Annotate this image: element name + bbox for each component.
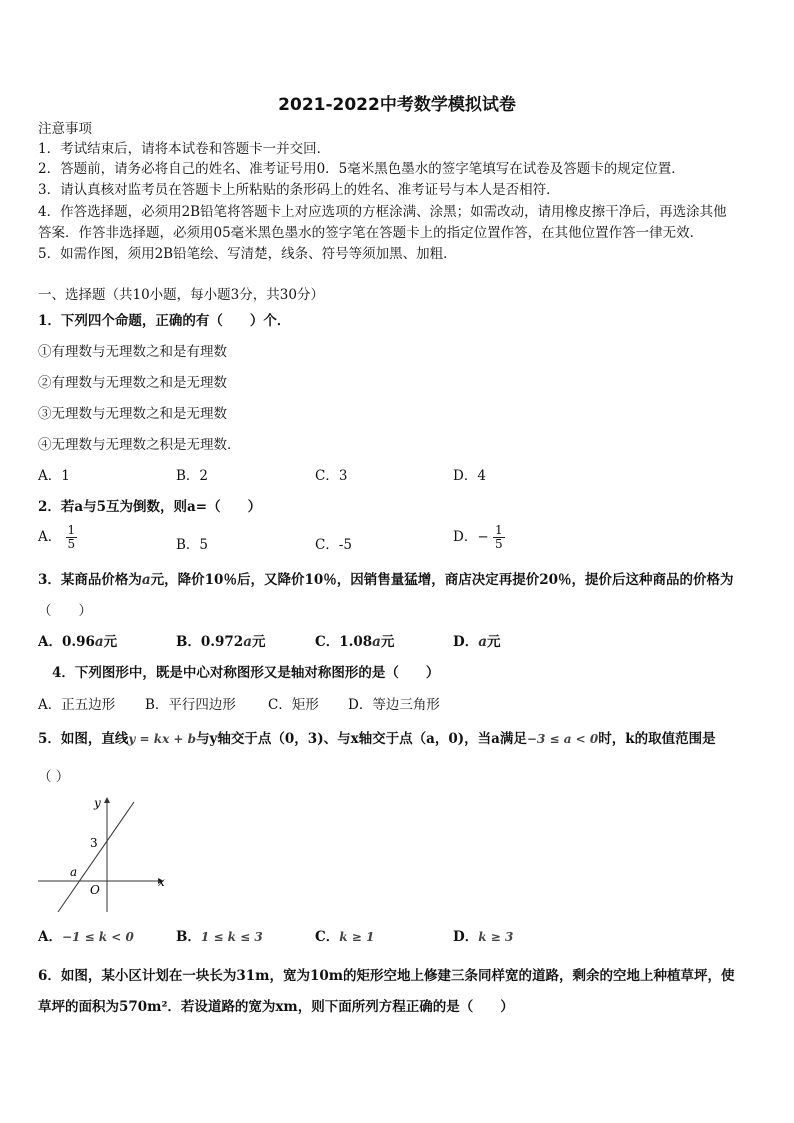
q4-option-d[interactable]: D．等边三角形 [348, 697, 440, 713]
q3-option-d[interactable] [453, 633, 500, 651]
section-heading: 一、选择题（共10小题，每小题3分，共30分） [38, 287, 324, 303]
question-3-paren: （ ） [38, 603, 92, 619]
notice-item: 答案．作答非选择题，必须用05毫米黑色墨水的签字笔在答题卡上的指定位置作答，在其他位置作答一律无效． [38, 225, 704, 241]
numerator: 1 [67, 523, 76, 537]
numerator: 1 [494, 523, 503, 537]
question-3-stem [38, 571, 734, 589]
q5-option-d[interactable] [453, 928, 513, 946]
q3-option-a[interactable] [38, 633, 117, 651]
denominator: 5 [494, 537, 503, 551]
notice-item: 5．如需作图，须用2B铅笔绘、写清楚，线条、符号等须加黑、加粗． [38, 246, 457, 262]
option-label: A． [38, 529, 62, 545]
q4-option-c[interactable]: C．矩形 [268, 697, 319, 713]
q3-option-b[interactable] [176, 633, 265, 651]
option-label: D． [453, 529, 478, 545]
variable-a: a [94, 634, 104, 650]
option-text: C．1.08 [315, 634, 373, 650]
fraction [66, 524, 78, 551]
unit: 元 [486, 634, 501, 650]
q2-option-b[interactable]: B．5 [176, 537, 209, 553]
q4-option-a[interactable]: A．正五边形 [38, 697, 116, 713]
unit: 元 [251, 634, 266, 650]
minus-sign: − [477, 529, 489, 545]
equation-line: y = kx + b [128, 732, 197, 746]
q1-option-c[interactable]: C．3 [315, 468, 348, 484]
option-text: D． [453, 634, 479, 650]
exam-title: 2021-2022中考数学模拟试卷 [278, 95, 516, 115]
y-axis-label: y [94, 796, 101, 810]
question-1-stem: 1．下列四个命题，正确的有（ ）个． [38, 313, 291, 329]
notice-item: 4．作答选择题，必须用2B铅笔将答题卡上对应选项的方框涂满、涂黑；如需改动，请用橡皮擦干净后，再选涂其他 [38, 204, 727, 220]
question-5-paren: （ ） [38, 769, 70, 785]
variable-a: a [372, 634, 381, 650]
q5-option-c[interactable] [315, 928, 374, 946]
q1-proposition: ②有理数与无理数之和是无理数 [38, 375, 227, 391]
q4-option-b[interactable]: B．平行四边形 [145, 697, 236, 713]
stem-text: 与y轴交于点（0，3)、与x轴交于点（a，0)，当a满足 [196, 731, 527, 747]
notice-item: 3．请认真核对监考员在答题卡上所粘贴的条形码上的姓名、准考证号与本人是否相符． [38, 182, 560, 198]
fraction [493, 524, 505, 551]
q5-option-b[interactable] [176, 928, 263, 946]
question-5-stem [38, 730, 716, 748]
option-label: C． [315, 929, 340, 945]
option-label: A． [38, 929, 62, 945]
stem-text: 3．某商品价格为 [38, 572, 142, 588]
q1-proposition: ①有理数与无理数之和是有理数 [38, 344, 227, 360]
notice-item: 2．答题前，请务必将自己的姓名、准考证号用0．5毫米黑色墨水的签字笔填写在试卷及答题卡的规定位置． [38, 161, 685, 177]
option-text: A．0.96 [38, 634, 95, 650]
variable-a: a [141, 572, 151, 588]
question-6-stem-cont: 草坪的面积为570m²．若设道路的宽为xm，则下面所列方程正确的是（ ） [38, 999, 514, 1015]
a-label: a [70, 865, 78, 879]
question-2-stem: 2．若a与5互为倒数，则a=（ ） [38, 499, 262, 515]
q2-option-a[interactable] [38, 524, 77, 551]
q1-proposition: ③无理数与无理数之和是无理数 [38, 406, 227, 422]
stem-text: 时，k的取值范围是 [598, 731, 716, 747]
x-axis-label: x [158, 875, 165, 889]
equation-range: −3 ≤ a < 0 [526, 732, 599, 746]
q2-option-c[interactable]: C．-5 [315, 537, 352, 553]
notice-item: 1．考试结束后，请将本试卷和答题卡一并交回． [38, 141, 331, 157]
unit: 元 [103, 634, 118, 650]
variable-a: a [478, 634, 487, 650]
stem-text: 元，降价10％后，又降价10％，因销售量猛增，商店决定再提价20％，提价后这种商品的价格为 [150, 572, 734, 588]
option-text: B．0.972 [176, 634, 244, 650]
unit: 元 [380, 634, 395, 650]
q5-option-a[interactable] [38, 928, 134, 946]
q1-proposition: ④无理数与无理数之积是无理数． [38, 437, 241, 453]
denominator: 5 [67, 537, 76, 551]
question-4-stem: 4．下列图形中，既是中心对称图形又是轴对称图形的是（ ） [52, 665, 440, 681]
q3-option-c[interactable] [315, 633, 394, 651]
notice-heading: 注意事项 [38, 121, 92, 137]
origin-label: O [90, 883, 100, 897]
q1-option-d[interactable]: D．4 [453, 468, 486, 484]
option-label: B． [176, 929, 201, 945]
stem-text: 5．如图，直线 [38, 731, 129, 747]
q1-option-b[interactable]: B．2 [176, 468, 209, 484]
q1-option-a[interactable]: A．1 [38, 468, 70, 484]
option-math: k ≥ 3 [478, 930, 514, 944]
q2-option-d[interactable] [453, 524, 505, 551]
q5-graph [36, 794, 176, 919]
option-math: k ≥ 1 [339, 930, 375, 944]
option-math: 1 ≤ k ≤ 3 [200, 930, 263, 944]
variable-a: a [243, 634, 252, 650]
three-label: 3 [90, 836, 98, 850]
option-math: −1 ≤ k < 0 [61, 930, 134, 944]
option-label: D． [453, 929, 479, 945]
question-6-stem: 6．如图，某小区计划在一块长为31m，宽为10m的矩形空地上修建三条同样宽的道路，剩余的空地上种植草坪，使 [38, 968, 735, 984]
y-axis-arrow [104, 797, 110, 803]
